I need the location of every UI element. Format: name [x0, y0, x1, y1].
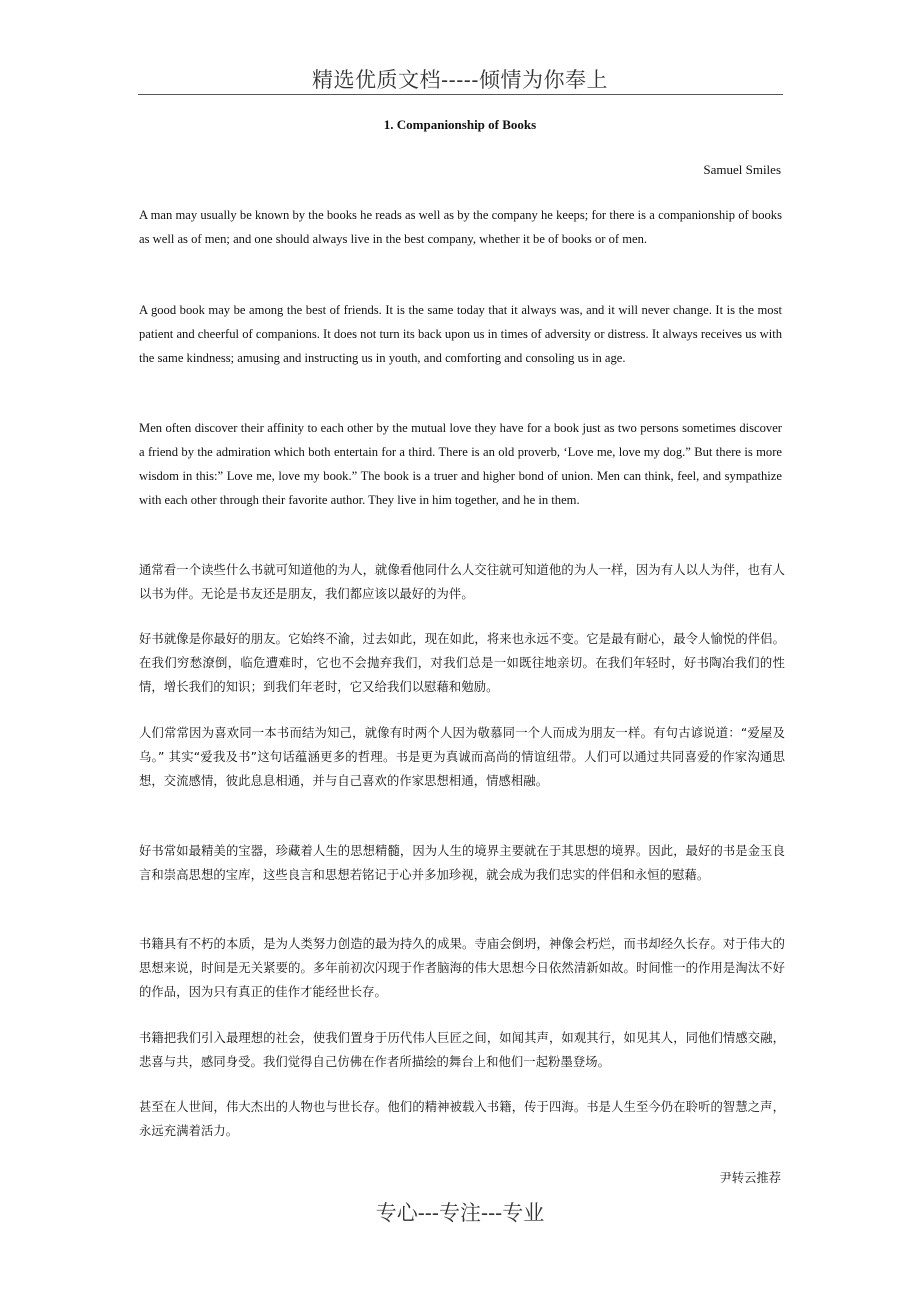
article-title: 1. Companionship of Books: [383, 117, 537, 132]
article-author: Samuel Smiles: [703, 162, 781, 177]
recommender-signature: 尹转云推荐: [719, 1171, 781, 1185]
page-header: 精选优质文档-----倾情为你奉上: [312, 68, 608, 92]
english-paragraph: A good book may be among the best of friends. It is the same today that it always was, and it will never change. It is the most patient and cheerful of companions. It does not turn its back upon us in times of adversity or distress. It always receives us with the same kindness; amusing and instructing us in youth, and comforting and consoling us in age.: [139, 303, 782, 365]
chinese-paragraph: 好书常如最精美的宝器，珍藏着人生的思想精髓，因为人生的境界主要就在于其思想的境界。因此，最好的书是金玉良言和崇高思想的宝库，这些良言和思想若铭记于心并多加珍视，就会成为我们忠实的伴侣和永恒的慰藉。: [139, 844, 785, 882]
page-footer: 专心---专注---专业: [375, 1201, 545, 1225]
chinese-paragraph: 好书就像是你最好的朋友。它始终不渝，过去如此，现在如此，将来也永远不变。它是最有耐心，最令人愉悦的伴侣。在我们穷愁潦倒，临危遭难时，它也不会抛弃我们，对我们总是一如既往地亲切。在我们年轻时，好书陶冶我们的性情，增长我们的知识；到我们年老时，它又给我们以慰藉和勉励。: [139, 632, 785, 694]
chinese-paragraph: 通常看一个读些什么书就可知道他的为人，就像看他同什么人交往就可知道他的为人一样，因为有人以人为伴，也有人以书为伴。无论是书友还是朋友，我们都应该以最好的为伴。: [139, 563, 785, 601]
english-paragraph: A man may usually be known by the books he reads as well as by the company he keeps; for there is a companionship of books as well as of men; and one should always live in the best company, whether it be of books or of men.: [139, 208, 782, 246]
chinese-paragraph: 书籍把我们引入最理想的社会，使我们置身于历代伟人巨匠之间，如闻其声，如观其行，如见其人，同他们情感交融，悲喜与共，感同身受。我们觉得自己仿佛在作者所描绘的舞台上和他们一起粉墨登场。: [139, 1031, 785, 1069]
chinese-paragraph: 书籍具有不朽的本质，是为人类努力创造的最为持久的成果。寺庙会倒坍，神像会朽烂，而书却经久长存。对于伟大的思想来说，时间是无关紧要的。多年前初次闪现于作者脑海的伟大思想今日依然清新如故。时间惟一的作用是淘汰不好的作品，因为只有真正的佳作才能经世长存。: [139, 937, 785, 999]
chinese-paragraph: 甚至在人世间，伟大杰出的人物也与世长存。他们的精神被载入书籍，传于四海。书是人生至今仍在聆听的智慧之声，永远充满着活力。: [139, 1100, 785, 1138]
header-divider: [138, 94, 783, 95]
chinese-paragraph: 人们常常因为喜欢同一本书而结为知己，就像有时两个人因为敬慕同一个人而成为朋友一样。有句古谚说道：“爱屋及乌。” 其实“爱我及书”这句话蕴涵更多的哲理。书是更为真诚而高尚的情谊纽带。人们可以通过共同喜爱的作家沟通思想，交流感情，彼此息息相通，并与自己喜欢的作家思想相通，情感相融。: [139, 726, 785, 788]
english-paragraph: Men often discover their affinity to each other by the mutual love they have for a book just as two persons sometimes discover a friend by the admiration which both entertain for a third. There is an old proverb, ‘Love me, love my dog.” But there is more wisdom in this:” Love me, love my book.” The book is a truer and higher bond of union. Men can think, feel, and sympathize with each other through their favorite author. They live in him together, and he in them.: [139, 421, 782, 507]
